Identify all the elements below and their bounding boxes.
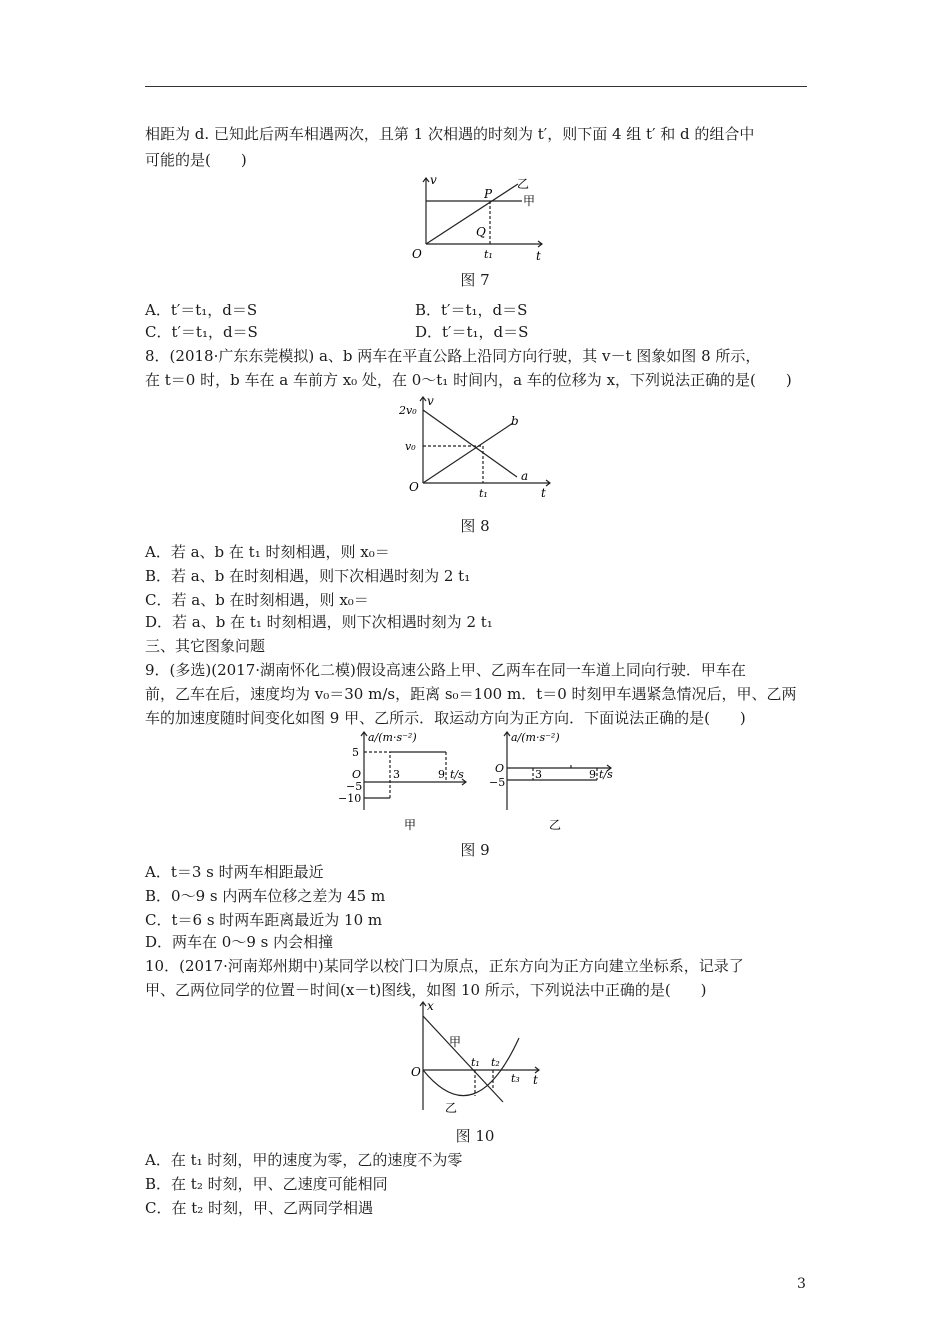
- fig8-label-origin: O: [409, 480, 419, 494]
- q7-option-b[interactable]: B．t′＝t₁，d＝S: [415, 301, 528, 319]
- fig7-line-yi: [426, 184, 518, 244]
- fig10-label-t2: t₂: [491, 1056, 500, 1069]
- figure-10: [405, 998, 550, 1116]
- fig7-label-p: P: [484, 187, 493, 201]
- page-number: 3: [797, 1276, 806, 1292]
- fig9b-label-y: a/(m·s⁻²): [511, 731, 560, 744]
- figure-8: [395, 393, 560, 503]
- q8-option-b[interactable]: B．若 a、b 在时刻相遇，则下次相遇时刻为 2 t₁: [145, 567, 471, 585]
- q10-option-b[interactable]: B．在 t₂ 时刻，甲、乙速度可能相同: [145, 1175, 388, 1193]
- q10-text-line1: 10．(2017·河南郑州期中)某同学以校门口为原点，正东方向为正方向建立坐标系，记录了: [145, 957, 744, 975]
- q10-text-line2: 甲、乙两位同学的位置－时间(x－t)图线，如图 10 所示，下列说法中正确的是( ): [145, 981, 707, 999]
- fig9a-tick-m10: −10: [338, 792, 362, 805]
- fig9a-label-origin: O: [352, 768, 362, 781]
- q9-option-d[interactable]: D．两车在 0～9 s 内会相撞: [145, 933, 334, 951]
- q8-text-line2: 在 t＝0 时，b 车在 a 车前方 x₀ 处，在 0～t₁ 时间内，a 车的位移为 x，下列说法正确的是( ): [145, 371, 792, 389]
- fig8-label-2v0: 2v₀: [399, 404, 417, 417]
- fig10-label-origin: O: [411, 1065, 421, 1079]
- fig10-label-t: t: [533, 1073, 538, 1087]
- fig10-label-x: x: [427, 999, 434, 1013]
- fig7-label-yi: 乙: [517, 177, 530, 191]
- fig8-line-a: [423, 410, 517, 477]
- fig7-label-q: Q: [476, 225, 486, 239]
- q9-option-a[interactable]: A．t＝3 s 时两车相距最近: [145, 863, 324, 881]
- q8-text-line1: 8．(2018·广东东莞模拟) a、b 两车在平直公路上沿同方向行驶，其 v－t 图象如图 8 所示，: [145, 347, 761, 365]
- q7-text-line2: 可能的是( ): [145, 151, 247, 169]
- figure-9-yi: [485, 728, 620, 832]
- fig8-label-t1: t₁: [479, 487, 488, 500]
- fig9b-tick-m5: −5: [489, 776, 506, 789]
- fig8-label-a: a: [521, 469, 529, 483]
- fig7-label-jia: 甲: [523, 194, 536, 208]
- fig9a-tick-m5: −5: [346, 780, 363, 793]
- q9-text-line1: 9．(多选)(2017·湖南怀化二模)假设高速公路上甲、乙两车在同一车道上同向行驶．甲车在: [145, 661, 746, 679]
- fig8-label-v0: v₀: [405, 440, 416, 453]
- fig9a-tick-3: 3: [393, 768, 400, 781]
- fig9b-tick-3: 3: [535, 768, 542, 781]
- fig9b-label-origin: O: [495, 762, 505, 775]
- fig10-caption: 图 10: [455, 1127, 495, 1145]
- figure-7: [400, 172, 550, 264]
- fig8-line-b: [423, 423, 513, 483]
- q10-option-a[interactable]: A．在 t₁ 时刻，甲的速度为零，乙的速度不为零: [145, 1151, 463, 1169]
- q10-option-c[interactable]: C．在 t₂ 时刻，甲、乙两同学相遇: [145, 1199, 374, 1217]
- fig9b-label-x: t/s: [599, 768, 613, 781]
- q7-option-d[interactable]: D．t′＝t₁，d＝S: [415, 323, 529, 341]
- q7-text-line1: 相距为 d. 已知此后两车相遇两次，且第 1 次相遇的时刻为 t′，则下面 4 组 t′ 和 d 的组合中: [145, 125, 755, 143]
- fig7-label-v: v: [430, 173, 437, 187]
- header-rule: [145, 86, 807, 87]
- fig8-label-t: t: [541, 486, 546, 500]
- fig9a-label-x: t/s: [450, 768, 464, 781]
- q8-option-d[interactable]: D．若 a、b 在 t₁ 时刻相遇，则下次相遇时刻为 2 t₁: [145, 613, 493, 631]
- fig9a-tick-9: 9: [438, 768, 445, 781]
- fig10-label-t3: t₃: [511, 1072, 520, 1085]
- q8-option-c[interactable]: C．若 a、b 在时刻相遇，则 x₀＝: [145, 591, 369, 609]
- fig9a-name: 甲: [404, 818, 417, 832]
- q9-option-b[interactable]: B．0～9 s 内两车位移之差为 45 m: [145, 887, 386, 905]
- q9-text-line2: 前，乙车在后，速度均为 v₀＝30 m/s，距离 s₀＝100 m．t＝0 时刻甲车遇紧急情况后，甲、乙两: [145, 685, 797, 703]
- q9-option-c[interactable]: C．t＝6 s 时两车距离最近为 10 m: [145, 911, 383, 929]
- fig8-label-v: v: [427, 394, 434, 408]
- fig9b-tick-9: 9: [589, 768, 596, 781]
- fig9a-tick-5: 5: [352, 746, 359, 759]
- fig9a-label-y: a/(m·s⁻²): [368, 731, 417, 744]
- fig9b-name: 乙: [549, 818, 562, 832]
- fig10-label-jia: 甲: [449, 1035, 462, 1049]
- fig7-caption: 图 7: [460, 271, 490, 289]
- q7-option-a[interactable]: A．t′＝t₁，d＝S: [145, 301, 258, 319]
- fig7-label-origin: O: [412, 247, 422, 261]
- section-3-title: 三、其它图象问题: [145, 637, 266, 655]
- fig8-label-b: b: [511, 414, 519, 428]
- figure-9-jia: [330, 728, 475, 832]
- fig9-caption: 图 9: [460, 841, 490, 859]
- q7-option-c[interactable]: C．t′＝t₁，d＝S: [145, 323, 258, 341]
- fig8-caption: 图 8: [460, 517, 490, 535]
- q8-option-a[interactable]: A．若 a、b 在 t₁ 时刻相遇，则 x₀＝: [145, 543, 390, 561]
- fig10-label-yi: 乙: [445, 1101, 458, 1115]
- q9-text-line3: 车的加速度随时间变化如图 9 甲、乙所示．取运动方向为正方向．下面说法正确的是( ): [145, 709, 746, 727]
- fig10-label-t1: t₁: [471, 1056, 480, 1069]
- fig7-label-t1: t₁: [484, 248, 493, 261]
- fig7-label-t: t: [536, 249, 541, 263]
